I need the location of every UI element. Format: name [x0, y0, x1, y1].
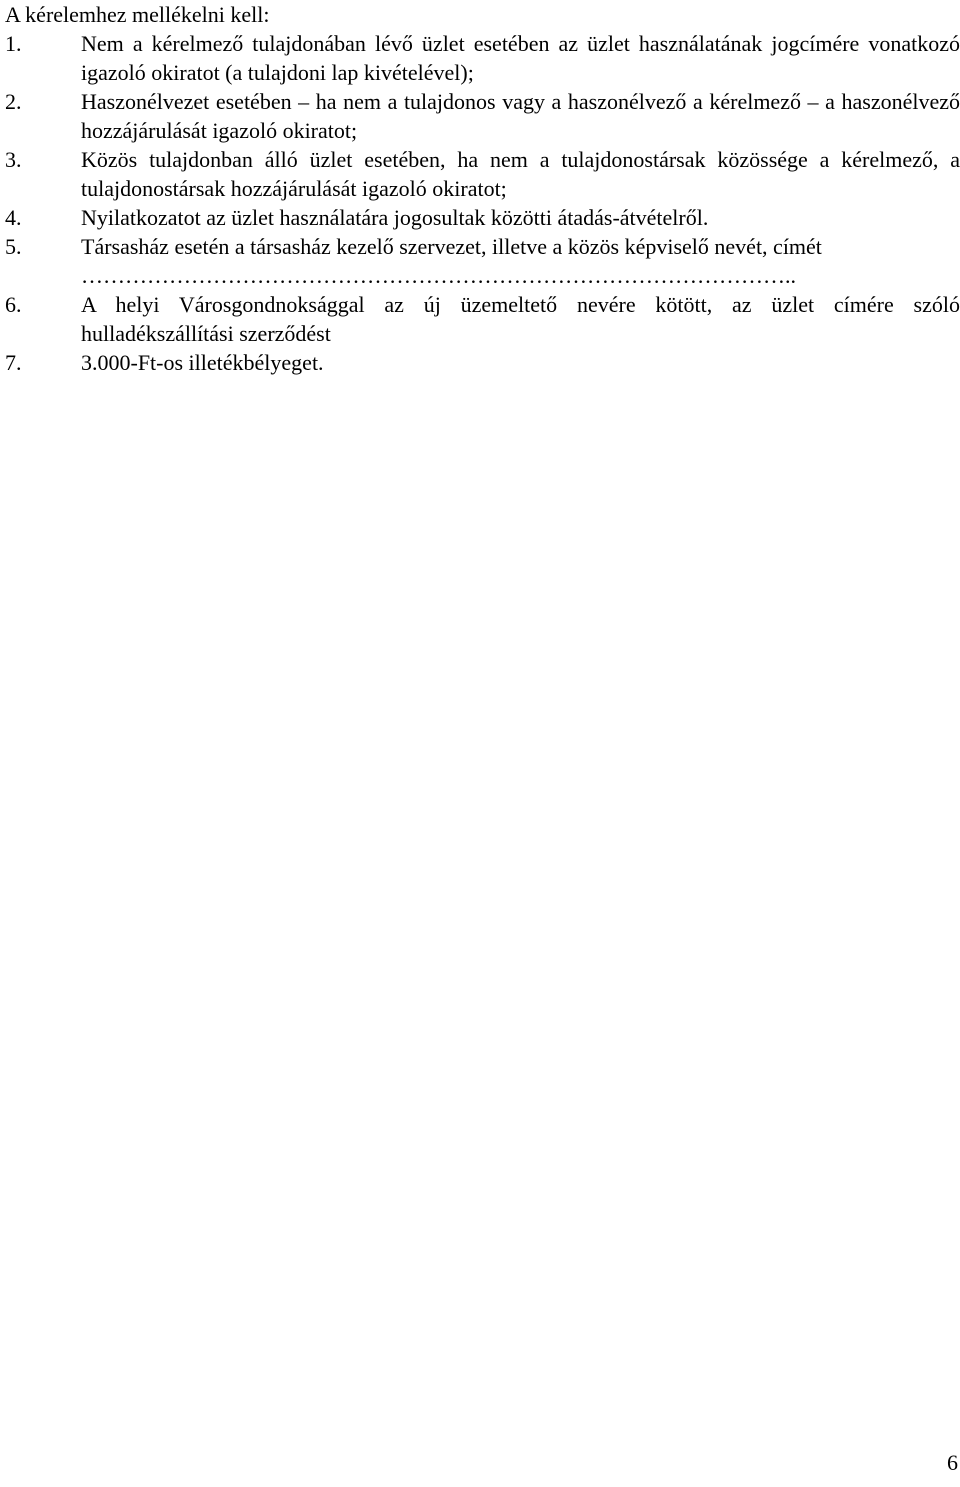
list-item [5, 145, 960, 203]
list-item [5, 290, 960, 348]
document-page [5, 0, 960, 377]
list-item-number: 7. [5, 350, 22, 375]
list-item-number: 3. [5, 147, 22, 172]
list-item [5, 29, 960, 87]
list-item-number: 1. [5, 31, 22, 56]
list-item-text: Nem a kérelmező tulajdonában lévő üzlet esetében az üzlet használatának jogcímére vonatkozó igazoló okiratot (a tulajdoni lap kivételével); [81, 31, 960, 85]
intro-text: A kérelemhez mellékelni kell: [5, 2, 270, 27]
list-item-text: Haszonélvezet esetében – ha nem a tulajdonos vagy a haszonélvező a kérelmező – a haszonélvező hozzájárulását igazoló okiratot; [81, 89, 960, 143]
list-item-number: 5. [5, 234, 22, 259]
list-item-text: Társasház esetén a társasház kezelő szervezet, illetve a közös képviselő nevét, címét [81, 234, 822, 259]
list-item-text: Közös tulajdonban álló üzlet esetében, ha nem a tulajdonostársak közössége a kérelmező, a tulajdonostársak hozzájárulását igazoló okiratot; [81, 147, 960, 201]
list-item [5, 203, 960, 232]
list-item [5, 348, 960, 377]
fill-in-blank: …………………………………………………………………………………….. [81, 263, 796, 288]
list-item-number: 4. [5, 205, 22, 230]
list-item-text: 3.000-Ft-os illetékbélyeget. [81, 350, 324, 375]
list-item [5, 232, 960, 290]
page-number: 6 [947, 1450, 958, 1475]
list-item-number: 6. [5, 292, 22, 317]
list-item-number: 2. [5, 89, 22, 114]
list-item-text: A helyi Városgondnoksággal az új üzemeltető nevére kötött, az üzlet címére szóló hulladékszállítási szerződést [81, 292, 960, 346]
list-item-text: Nyilatkozatot az üzlet használatára jogosultak közötti átadás-átvételről. [81, 205, 709, 230]
list-item [5, 87, 960, 145]
attachment-list [5, 29, 960, 377]
